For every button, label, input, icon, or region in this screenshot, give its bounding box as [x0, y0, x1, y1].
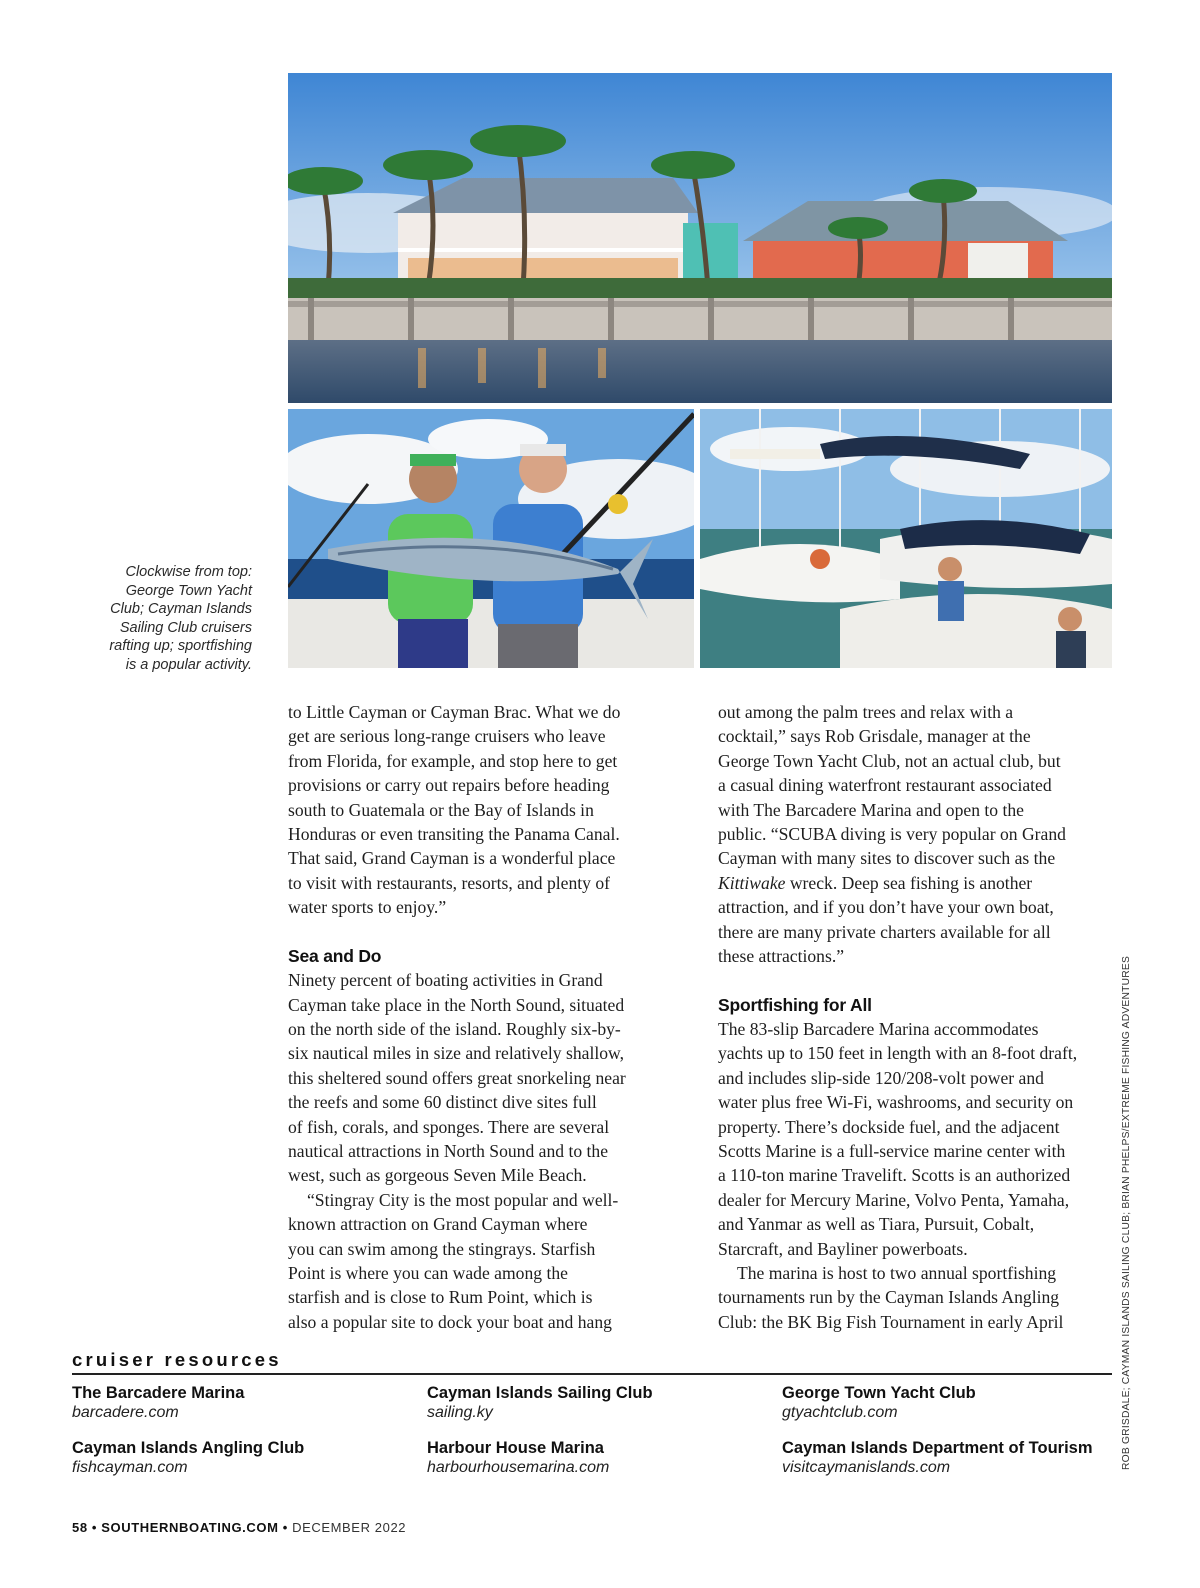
body-line: six nautical miles in size and relatively shallow,	[288, 1043, 624, 1064]
body-line: with The Barcadere Marina and open to the	[718, 799, 1024, 820]
body-line: dealer for Mercury Marine, Volvo Penta, Yamaha,	[718, 1189, 1070, 1210]
sailing-club-photo	[700, 409, 1112, 668]
section-heading-sportfishing: Sportfishing for All	[718, 994, 872, 1015]
body-line: the reefs and some 60 distinct dive sites full	[288, 1092, 597, 1113]
body-line	[718, 871, 1118, 895]
yacht-club-photo	[288, 73, 1112, 403]
resource-item	[782, 1438, 1093, 1477]
paragraph-gap	[288, 920, 688, 944]
body-line: out among the palm trees and relax with a	[718, 702, 1014, 722]
resource-item	[427, 1438, 609, 1477]
photo-caption	[60, 563, 252, 674]
resources-title: cruiser resources	[72, 1349, 282, 1370]
body-line: tournaments run by the Cayman Islands Angling	[718, 1287, 1060, 1308]
body-line: attraction, and if you don’t have your own boat,	[718, 897, 1054, 918]
body-line: yachts up to 150 feet in length with an 8-foot draft,	[718, 1043, 1078, 1064]
body-line-continuation: wreck. Deep sea fishing is another	[785, 872, 1033, 893]
body-line: George Town Yacht Club, not an actual club, but	[718, 750, 1061, 771]
body-line: you can swim among the stingrays. Starfish	[288, 1238, 596, 1259]
italic-ship-name: Kittiwake	[718, 872, 786, 893]
body-line: from Florida, for example, and stop here to get	[288, 750, 618, 771]
body-line: starfish and is close to Rum Point, which is	[288, 1287, 593, 1308]
body-line: Point is where you can wade among the	[288, 1262, 568, 1283]
body-line: there are many private charters available for all	[718, 921, 1051, 942]
body-line: “Stingray City is the most popular and well-	[307, 1189, 619, 1210]
page-folio	[72, 1520, 406, 1535]
body-line: nautical attractions in North Sound and to the	[288, 1141, 609, 1162]
body-line: a 110-ton marine Travelift. Scotts is an authorized	[718, 1165, 1071, 1186]
paragraph-gap	[718, 968, 1118, 992]
body-line: to visit with restaurants, resorts, and plenty of	[288, 872, 611, 893]
folio-issue: DECEMBER 2022	[292, 1520, 407, 1535]
resource-item	[72, 1438, 304, 1477]
resource-name: Cayman Islands Angling Club	[72, 1439, 305, 1457]
resource-name: Cayman Islands Sailing Club	[427, 1384, 653, 1402]
resource-item	[427, 1383, 653, 1422]
body-line: public. “SCUBA diving is very popular on Grand	[718, 823, 1066, 844]
photo-credit: ROB GRISDALE; CAYMAN ISLANDS SAILING CLUB; BRIAN PHELPS/EXTREME FISHING ADVENTURES	[1121, 955, 1132, 1470]
body-line: That said, Grand Cayman is a wonderful place	[288, 848, 616, 869]
caption-line: George Town Yacht	[125, 582, 252, 599]
caption-line: rafting up; sportfishing	[109, 638, 252, 654]
body-line: property. There’s dockside fuel, and the adjacent	[718, 1116, 1060, 1137]
caption-line: Clockwise from top:	[125, 564, 252, 580]
page-number: 58	[72, 1520, 88, 1535]
body-line: west, such as gorgeous Seven Mile Beach.	[288, 1165, 587, 1186]
resource-link[interactable]: fishcayman.com	[72, 1459, 188, 1476]
body-line: water sports to enjoy.”	[288, 897, 447, 918]
body-line: known attraction on Grand Cayman where	[288, 1214, 588, 1235]
body-line: also a popular site to dock your boat and hang	[288, 1311, 612, 1332]
folio-separator: •	[278, 1520, 293, 1535]
resource-link[interactable]: barcadere.com	[72, 1404, 179, 1421]
body-line: cocktail,” says Rob Grisdale, manager at the	[718, 726, 1031, 747]
body-line: to Little Cayman or Cayman Brac. What we do	[288, 702, 621, 722]
section-heading-sea-and-do: Sea and Do	[288, 945, 382, 966]
body-line: provisions or carry out repairs before heading	[288, 775, 610, 796]
resource-item	[782, 1383, 976, 1422]
body-line: and Yanmar as well as Tiara, Pursuit, Cobalt,	[718, 1214, 1035, 1235]
body-line: Club: the BK Big Fish Tournament in early April	[718, 1311, 1064, 1332]
body-line: water plus free Wi-Fi, washrooms, and security on	[718, 1092, 1074, 1113]
caption-line: Club; Cayman Islands	[110, 601, 252, 617]
folio-separator: •	[87, 1520, 102, 1535]
body-line: The marina is host to two annual sportfishing	[737, 1262, 1057, 1283]
body-line: Ninety percent of boating activities in Grand	[288, 970, 603, 991]
body-line: these attractions.”	[718, 945, 845, 966]
resource-link[interactable]: harbourhousemarina.com	[427, 1459, 610, 1476]
body-line: Cayman with many sites to discover such as the	[718, 848, 1056, 869]
body-column-left	[288, 700, 688, 1334]
body-line: on the north side of the island. Roughly six-by-	[288, 1019, 621, 1040]
body-line: get are serious long-range cruisers who leave	[288, 726, 606, 747]
body-line: south to Guatemala or the Bay of Islands in	[288, 799, 594, 820]
resource-name: The Barcadere Marina	[72, 1384, 245, 1402]
body-line: Scotts Marine is a full-service marine center with	[718, 1141, 1066, 1162]
body-line: Starcraft, and Bayliner powerboats.	[718, 1238, 968, 1259]
resource-name: Harbour House Marina	[427, 1439, 604, 1457]
body-line: this sheltered sound offers great snorkeling near	[288, 1067, 626, 1088]
resource-item	[72, 1383, 244, 1422]
caption-line: is a popular activity.	[125, 656, 252, 673]
body-column-right	[718, 700, 1118, 1334]
caption-line: Sailing Club cruisers	[119, 619, 252, 636]
folio-site: SOUTHERNBOATING.COM	[101, 1520, 279, 1535]
body-line: The 83-slip Barcadere Marina accommodates	[718, 1019, 1039, 1040]
resource-name: Cayman Islands Department of Tourism	[782, 1439, 1093, 1457]
resource-link[interactable]: visitcaymanislands.com	[782, 1459, 951, 1476]
resources-divider	[72, 1373, 1112, 1375]
body-line: a casual dining waterfront restaurant associated	[718, 775, 1052, 796]
resource-link[interactable]: sailing.ky	[427, 1404, 493, 1421]
body-line: of fish, corals, and sponges. There are several	[288, 1116, 610, 1137]
body-line: Honduras or even transiting the Panama Canal.	[288, 823, 620, 844]
resource-name: George Town Yacht Club	[782, 1384, 976, 1402]
sportfishing-photo	[288, 409, 694, 668]
resource-link[interactable]: gtyachtclub.com	[782, 1404, 898, 1421]
body-line: Cayman take place in the North Sound, situated	[288, 994, 625, 1015]
body-line: and includes slip-side 120/208-volt power and	[718, 1067, 1044, 1088]
